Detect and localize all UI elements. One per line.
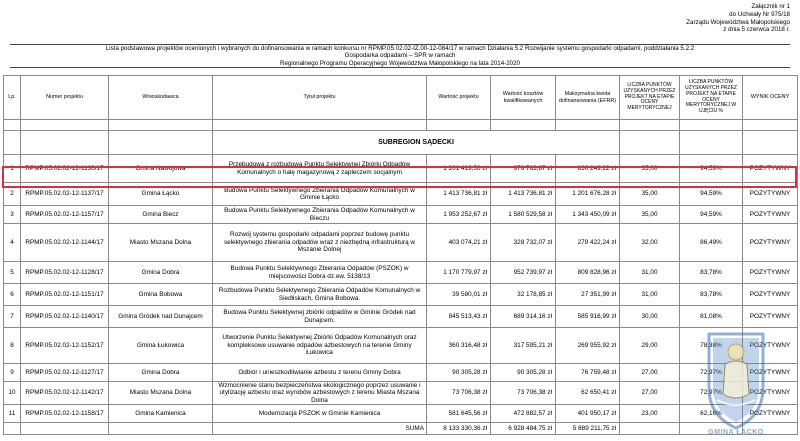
- col-title: Tytuł projektu: [213, 76, 427, 120]
- cell-grant: 62 650,41 zł: [556, 382, 620, 405]
- cell-eligible: 689 314,16 zł: [491, 306, 556, 328]
- table-row: [4, 405, 798, 423]
- cell-value: 1 201 419,56 zł: [427, 155, 491, 183]
- cell-applicant: Gmina Dobra: [109, 364, 213, 382]
- cell-number: RPMP.05.02.02-12-1152/17: [21, 328, 109, 364]
- cell-number: RPMP.05.02.02-12-1137/17: [21, 183, 109, 206]
- cell-grant: 809 828,96 zł: [556, 262, 620, 284]
- col-lp: Lp.: [4, 76, 21, 120]
- col-result: WYNIK OCENY: [743, 76, 798, 120]
- cell-result: POZYTYWNY: [743, 284, 798, 306]
- cell-lp: 6: [4, 284, 21, 306]
- watermark-text: GMINA ŁĄCKO: [708, 429, 764, 436]
- cell-percent: 86,49%: [680, 224, 743, 262]
- cell-points: 29,00: [620, 328, 680, 364]
- cell-grant: 1 343 450,09 zł: [556, 206, 620, 224]
- cell-lp: 10: [4, 382, 21, 405]
- table-row: [4, 364, 798, 382]
- table-row: [4, 183, 798, 206]
- cell-lp: 7: [4, 306, 21, 328]
- cell-grant: 1 201 676,28 zł: [556, 183, 620, 206]
- table-row: [4, 206, 798, 224]
- cell-number: RPMP.05.02.02-12-1151/17: [21, 284, 109, 306]
- cell-eligible: 1 580 529,58 zł: [491, 206, 556, 224]
- cell-grant: 279 422,24 zł: [556, 224, 620, 262]
- cell-points: 23,00: [620, 405, 680, 423]
- cell-percent: 78,38%: [680, 328, 743, 364]
- cell-points: 31,00: [620, 284, 680, 306]
- header-line: do Uchwały Nr 975/18: [729, 10, 790, 18]
- cell-number: RPMP.05.02.02-12-1128/17: [21, 262, 109, 284]
- title-line-1: Lista podstawowa projektów ocenionych i wybranych do dofinansowania w ramach konkursu nr RPMP.05.02.02-IZ.00-12-084/17 w ramach Działania 5.2 Rozwijanie systemu gospodarki odpadami, poddziałania 5.2.2 Gospodarka odpadami – SPR w ramach: [105, 44, 695, 60]
- cell-title: Odbiór i unieszkodliwianie azbestu z terenu Gminy Dobra: [213, 364, 427, 382]
- table-row: [4, 284, 798, 306]
- table-row: [4, 155, 798, 183]
- cell-lp: 3: [4, 206, 21, 224]
- cell-grant: 27 351,99 zł: [556, 284, 620, 306]
- sum-eligible: 6 928 484,75 zł: [491, 423, 556, 435]
- cell-lp: 2: [4, 183, 21, 206]
- cell-result: POZYTYWNY: [743, 183, 798, 206]
- cell-lp: 8: [4, 328, 21, 364]
- cell-lp: 4: [4, 224, 21, 262]
- table-row: [4, 306, 798, 328]
- cell-eligible: 32 178,85 zł: [491, 284, 556, 306]
- cell-eligible: 976 763,87 zł: [491, 155, 556, 183]
- cell-value: 1 413 736,81 zł: [427, 183, 491, 206]
- cell-applicant: Miasto Mszana Dolna: [109, 382, 213, 405]
- blank: [620, 423, 680, 435]
- cell-number: RPMP.05.02.02-12-1127/17: [21, 364, 109, 382]
- cell-points: 32,00: [620, 224, 680, 262]
- cell-applicant: Gmina Biecz: [109, 206, 213, 224]
- cell-points: 27,00: [620, 364, 680, 382]
- cell-percent: 94,59%: [680, 155, 743, 183]
- cell-value: 1 170 779,97 zł: [427, 262, 491, 284]
- sum-value: 8 133 330,36 zł: [427, 423, 491, 435]
- cell-eligible: 952 739,97 zł: [491, 262, 556, 284]
- region-label: SUBREGION SĄDECKI: [213, 131, 620, 155]
- cell-title: Budowa Punktu Selektywnego Zbierania Odpadów Komunalnych w Bieczu: [213, 206, 427, 224]
- cell-number: RPMP.05.02.02-12-1130/17: [21, 155, 109, 183]
- cell-number: RPMP.05.02.02-12-1140/17: [21, 306, 109, 328]
- cell-applicant: Gmina Gródek nad Dunajcem: [109, 306, 213, 328]
- cell-result: POZYTYWNY: [743, 382, 798, 405]
- cell-lp: 5: [4, 262, 21, 284]
- crest-icon: [705, 330, 767, 434]
- cell-percent: 72,97%: [680, 382, 743, 405]
- attachment-header: [686, 3, 790, 34]
- cell-title: Modernizacja PSZOK w Gminie Kamienica: [213, 405, 427, 423]
- cell-grant: 585 916,99 zł: [556, 306, 620, 328]
- cell-percent: 94,59%: [680, 183, 743, 206]
- blank: [21, 423, 109, 435]
- region-row: [4, 131, 798, 155]
- cell-title: Rozwój systemu gospodarki odpadami poprzez budowę punktu selektywnego zbierania odpadów wraz z niezbędną infrastrukturą w Mszanie Dolnej: [213, 224, 427, 262]
- table-row: [4, 262, 798, 284]
- cell-grant: 269 955,92 zł: [556, 328, 620, 364]
- table-row: [4, 382, 798, 405]
- spacer-row: [4, 120, 798, 131]
- cell-percent: 94,59%: [680, 206, 743, 224]
- cell-applicant: Gmina Nawojowa: [109, 155, 213, 183]
- cell-percent: 72,97%: [680, 364, 743, 382]
- cell-applicant: Gmina Łącko: [109, 183, 213, 206]
- header-line: Zarządu Województwa Małopolskiego: [686, 18, 790, 26]
- title-line-2: Regionalnego Programu Operacyjnego Województwa Małopolskiego na lata 2014-2020: [280, 59, 520, 67]
- cell-percent: 83,78%: [680, 284, 743, 306]
- cell-eligible: 73 706,38 zł: [491, 382, 556, 405]
- cell-points: 30,00: [620, 306, 680, 328]
- cell-number: RPMP.05.02.02-12-1157/17: [21, 206, 109, 224]
- cell-title: Przebudowa z rozbudową Punktu Selektywnej Zbiórki Odpadów Komunalnych o halę magazynową z zapleczem socjalnym: [213, 155, 427, 183]
- cell-lp: 11: [4, 405, 21, 423]
- cell-value: 581 645,56 zł: [427, 405, 491, 423]
- cell-value: 39 580,01 zł: [427, 284, 491, 306]
- table-row: [4, 224, 798, 262]
- cell-result: POZYTYWNY: [743, 306, 798, 328]
- cell-points: 35,00: [620, 206, 680, 224]
- cell-lp: 1: [4, 155, 21, 183]
- cell-title: Budowa Punktu Selektywnego Zbierania Odpadów Komunalnych w Gminie Łącko: [213, 183, 427, 206]
- cell-eligible: 90 305,28 zł: [491, 364, 556, 382]
- cell-points: 31,00: [620, 262, 680, 284]
- header-line: z dnia 5 czerwca 2018 r.: [723, 26, 790, 34]
- table-header-row: [4, 76, 798, 120]
- cell-title: Budowa Punktu Selektywnej zbiórki odpadów w Gminie Gródek nad Dunajcem.: [213, 306, 427, 328]
- document-title: [10, 44, 790, 68]
- col-eligible: Wartość kosztów kwalifikowanych: [491, 76, 556, 120]
- col-applicant: Wnioskodawca: [109, 76, 213, 120]
- cell-applicant: Gmina Łukowica: [109, 328, 213, 364]
- cell-eligible: 1 413 736,81 zł: [491, 183, 556, 206]
- cell-percent: 83,78%: [680, 262, 743, 284]
- cell-grant: 76 759,48 zł: [556, 364, 620, 382]
- cell-points: 35,00: [620, 155, 680, 183]
- cell-result: POZYTYWNY: [743, 206, 798, 224]
- cell-value: 90 305,28 zł: [427, 364, 491, 382]
- cell-title: Wzmocnienie stanu bezpieczeństwa ekologicznego poprzez usuwanie i utylizację azbestu oraz wyrobów azbestowych z terenu Miasta Mszana Dolna: [213, 382, 427, 405]
- cell-points: 27,00: [620, 382, 680, 405]
- cell-title: Budowa Punktu Selektywnego Zbierania Odpadów (PSZOK) w miejscowości Dobra dz.ew. 5138/13: [213, 262, 427, 284]
- cell-value: 403 074,21 zł: [427, 224, 491, 262]
- cell-value: 73 706,38 zł: [427, 382, 491, 405]
- cell-result: POZYTYWNY: [743, 224, 798, 262]
- cell-percent: 81,08%: [680, 306, 743, 328]
- cell-eligible: 472 882,57 zł: [491, 405, 556, 423]
- cell-eligible: 317 595,21 zł: [491, 328, 556, 364]
- cell-result: POZYTYWNY: [743, 364, 798, 382]
- blank: [4, 423, 21, 435]
- cell-grant: 830 249,22 zł: [556, 155, 620, 183]
- sum-label: SUMA: [213, 423, 427, 435]
- col-grant: Maksymalna kwota dofinansowania (EFRR): [556, 76, 620, 120]
- cell-number: RPMP.05.02.02-12-1142/17: [21, 382, 109, 405]
- cell-applicant: Gmina Kamienica: [109, 405, 213, 423]
- cell-value: 360 316,48 zł: [427, 328, 491, 364]
- cell-applicant: Gmina Dobra: [109, 262, 213, 284]
- cell-title: Utworzenie Punktu Selektywnej Zbiórki Odpadów Komunalnych oraz kompleksowe usuwanie odpadów azbestowych na terenie Gminy Łukowica: [213, 328, 427, 364]
- projects-table: [3, 75, 798, 435]
- sum-row: [4, 423, 798, 435]
- cell-result: POZYTYWNY: [743, 328, 798, 364]
- cell-result: POZYTYWNY: [743, 405, 798, 423]
- cell-eligible: 328 732,07 zł: [491, 224, 556, 262]
- col-percent: LICZBA PUNKTÓW UZYSKANYCH PRZEZ PROJEKT NA ETAPIE OCENY MERYTORYCZNEJ W UJĘCIU %: [680, 76, 743, 120]
- cell-percent: 62,16%: [680, 405, 743, 423]
- cell-number: RPMP.05.02.02-12-1158/17: [21, 405, 109, 423]
- cell-number: RPMP.05.02.02-12-1144/17: [21, 224, 109, 262]
- cell-value: 1 953 252,67 zł: [427, 206, 491, 224]
- cell-result: POZYTYWNY: [743, 262, 798, 284]
- cell-grant: 401 950,17 zł: [556, 405, 620, 423]
- cell-applicant: Gmina Bobowa: [109, 284, 213, 306]
- cell-title: Rozbudowa Punktu Selektywnego Zbierania Odpadów Komunalnych w Siedliskach, Gmina Bobowa.: [213, 284, 427, 306]
- cell-applicant: Miasto Mszana Dolna: [109, 224, 213, 262]
- cell-value: 845 513,43 zł: [427, 306, 491, 328]
- blank: [109, 423, 213, 435]
- col-value: Wartość projektu: [427, 76, 491, 120]
- table-row: [4, 328, 798, 364]
- header-line: Załącznik nr 1: [751, 3, 790, 10]
- col-number: Numer projektu: [21, 76, 109, 120]
- cell-lp: 9: [4, 364, 21, 382]
- cell-points: 35,00: [620, 183, 680, 206]
- sum-grant: 5 889 211,75 zł: [556, 423, 620, 435]
- cell-result: POZYTYWNY: [743, 155, 798, 183]
- col-points: LICZBA PUNKTÓW UZYSKANYCH PRZEZ PROJEKT NA ETAPIE OCENY MERYTORYCZNEJ: [620, 76, 680, 120]
